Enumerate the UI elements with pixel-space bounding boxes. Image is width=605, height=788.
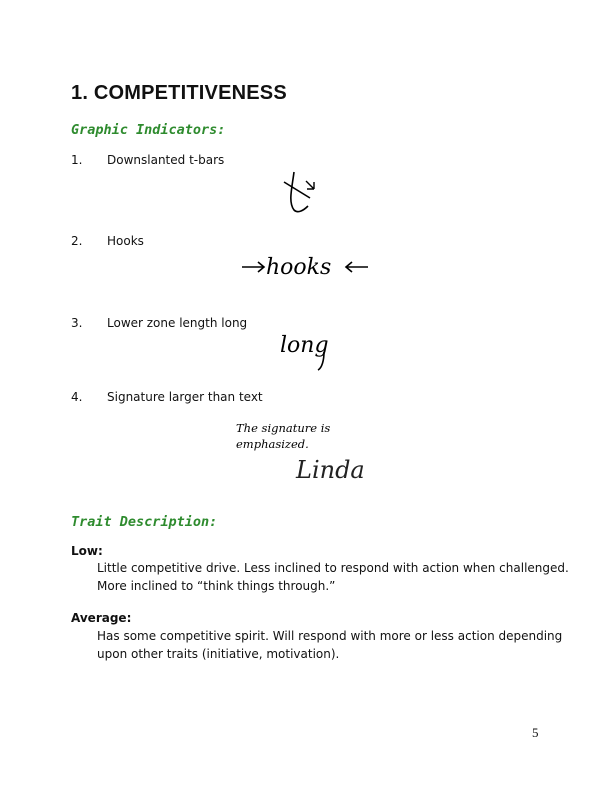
left-arrow-icon (346, 262, 368, 272)
hooks-handwriting: hooks (266, 255, 332, 280)
indicator-text: Hooks (107, 234, 144, 248)
indicator-text: Downslanted t-bars (107, 153, 225, 167)
right-arrow-icon (242, 262, 264, 272)
indicator-text: Signature larger than text (107, 390, 263, 404)
indicator-number: 2. (71, 234, 83, 248)
signature-note-line2: emphasized. (236, 437, 309, 451)
signature-handwriting: Linda (296, 456, 365, 484)
level-description-average-line2: upon other traits (initiative, motivation). (97, 647, 340, 661)
level-description-low-line1: Little competitive drive. Less inclined to respond with action when challenged. (97, 561, 569, 575)
level-description-low-line2: More inclined to “think things through.” (97, 579, 336, 593)
level-label-average: Average: (71, 611, 132, 625)
hooks-sample (240, 252, 370, 282)
page-number: 5 (532, 725, 539, 740)
downslanted-t-bar-sample (280, 168, 325, 218)
long-handwriting: long (280, 333, 329, 358)
indicator-number: 4. (71, 390, 83, 404)
indicator-number: 3. (71, 316, 83, 330)
graphic-indicators-heading: Graphic Indicators: (71, 122, 226, 138)
indicator-number: 1. (71, 153, 83, 167)
long-sample (280, 330, 340, 370)
arrow-icon (306, 181, 314, 189)
level-label-low: Low: (71, 544, 103, 558)
page-title: 1. COMPETITIVENESS (71, 82, 287, 104)
signature-note-line1: The signature is (236, 421, 331, 435)
indicator-text: Lower zone length long (107, 316, 248, 330)
signature-sample (236, 418, 376, 490)
trait-description-heading: Trait Description: (71, 514, 218, 530)
t-bar-stroke (284, 182, 310, 198)
level-description-average-line1: Has some competitive spirit. Will respond with more or less action depending (97, 629, 563, 643)
